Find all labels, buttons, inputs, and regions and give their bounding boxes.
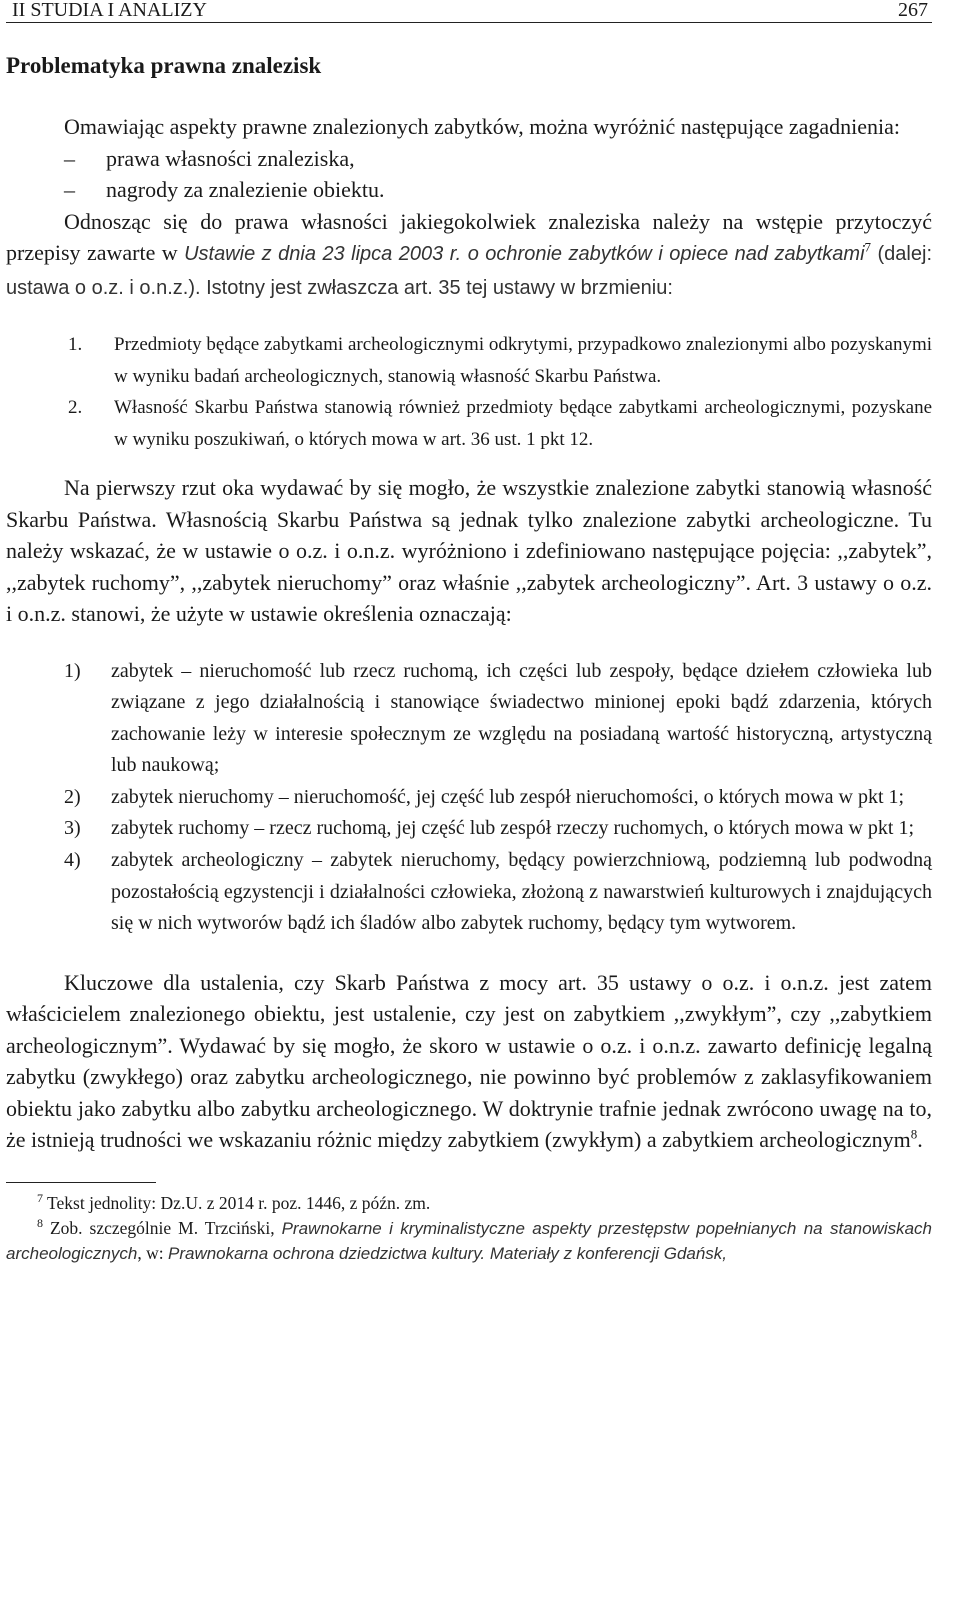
page [6,0,932,1266]
definition-item: 3) zabytek ruchomy – rzecz ruchomą, jej część lub zespół rzeczy ruchomych, o których mowa w pkt 1; [64,817,915,840]
law-title: Ustawie z dnia 23 lipca 2003 r. o ochronie zabytków i opiece nad zabytkami [184,243,865,265]
section-title: Problematyka prawna znalezisk [6,53,322,78]
footnote-ref-7: 7 [864,239,872,255]
paragraph-law-reference: Odnosząc się do prawa własności jakiegokolwiek znaleziska należy na wstępie przytoczyć przepisy zawarte w Ustawie z dnia 23 lipca 2003 r. o ochronie zabytków i opiece nad zabytkami$^7$ (dalej: ustawa o o.z. i o.n.z.). Istotny jest zwłaszcza art. 35 tej ustawy w brzmieniu: [6,208,932,299]
definitions-list [64,656,932,940]
footnote-ref-8: 8 [910,1127,918,1143]
definition-item: 1) zabytek – nieruchomość lub rzecz ruchomą, ich części lub zespoły, będące dziełem człowieka lub związane z jego działalnością i stanowiące świadectwo minionej epoki bądź zdarzenia, których zachowanie leży w interesie społecznym ze względu na posiadaną wartość historyczną, artystyczną lub naukową; [64,659,932,777]
body [6,111,932,304]
footnote-8: $^8$ Zob. szczególnie M. Trzciński, Prawnokarne i kryminalistyczne aspekty przestępstw popełnianych na stanowiskach archeologicznych, w: Prawnokarna ochrona dziedzictwa kultury. Materiały z konferencji Gdańsk, [6,1216,933,1263]
header-section: II STUDIA I ANALIZY [12,0,207,21]
paragraph-intro: Omawiając aspekty prawne znalezionych zabytków, można wyróżnić następujące zagadnienia: [64,114,901,139]
footnotes [6,1191,932,1266]
quote-item: 1. Przedmioty będące zabytkami archeologicznymi odkrytymi, przypadkowo znalezionymi albo pozyskanymi w wyniku badań archeologicznych, stanowią własność Skarbu Państwa. [68,334,932,387]
paragraph-definitions-intro: Na pierwszy rzut oka wydawać by się mogło, że wszystkie znalezione zabytki stanowią własność Skarbu Państwa. Własnością Skarbu Państwa są jednak tylko znalezione zabytki archeologiczne. Tu należy wskazać, że w ustawie o o.z. i o.n.z. wyróżniono i zdefiniowano następujące pojęcia: ,,zabytek”, ,,zabytek ruchomy”, ,,zabytek nieruchomy” oraz właśnie ,,zabytek archeologiczny”. Art. 3 ustawy o o.z. i o.n.z. stanowi, że użyte w ustawie określenia oznaczają: [6,475,932,626]
dash-list [6,143,932,206]
footnote-7: $^7$ Tekst jednolity: Dz.U. z 2014 r. poz. 1446, z późn. zm. [37,1191,431,1213]
running-header [6,0,932,23]
list-item: – prawa własności znaleziska, [64,145,355,171]
page-number: 267 [898,0,928,21]
definition-item: 2) zabytek nieruchomy – nieruchomość, jej część lub zespół nieruchomości, o których mowa w pkt 1; [64,785,905,808]
quote-item: 2. Własność Skarbu Państwa stanowią również przedmioty będące zabytkami archeologicznymi, pozyskane w wyniku poszukiwań, o których mowa w art. 36 ust. 1 pkt 12. [68,397,932,450]
paragraph-conclusion: Kluczowe dla ustalenia, czy Skarb Państwa z mocy art. 35 ustawy o o.z. i o.n.z. jest zatem właścicielem znalezionego obiektu, jest ustalenie, czy jest on zabytkiem ,,zwykłym”, czy ,,zabytkiem archeologicznym”. Wydawać by się mogło, że skoro w ustawie o o.z. i o.n.z. zawarto definicję legalną zabytku (zwykłego) oraz zabytku archeologicznego, nie powinno być problemów z zaklasyfikowaniem obiektu jako zabytku albo zabytku archeologicznego. W doktrynie trafnie jednak zwrócono uwagę na to, że istnieją trudności we wskazaniu różnic między zabytkiem (zwykłym) a zabytkiem archeologicznym$^8$. [6,969,932,1153]
quoted-article-35 [68,329,932,455]
definition-item: 4) zabytek archeologiczny – zabytek nieruchomy, będący powierzchniową, podziemną lub podwodną pozostałością egzystencji i działalności człowieka, złożoną z nawarstwień kulturowych i znajdujących się w nich wytworów bądź ich śladów albo zabytek ruchomy, będący tym wytworem. [64,849,932,935]
list-item: – nagrody za znalezienie obiektu. [64,177,385,202]
footnote-divider [6,1182,156,1183]
